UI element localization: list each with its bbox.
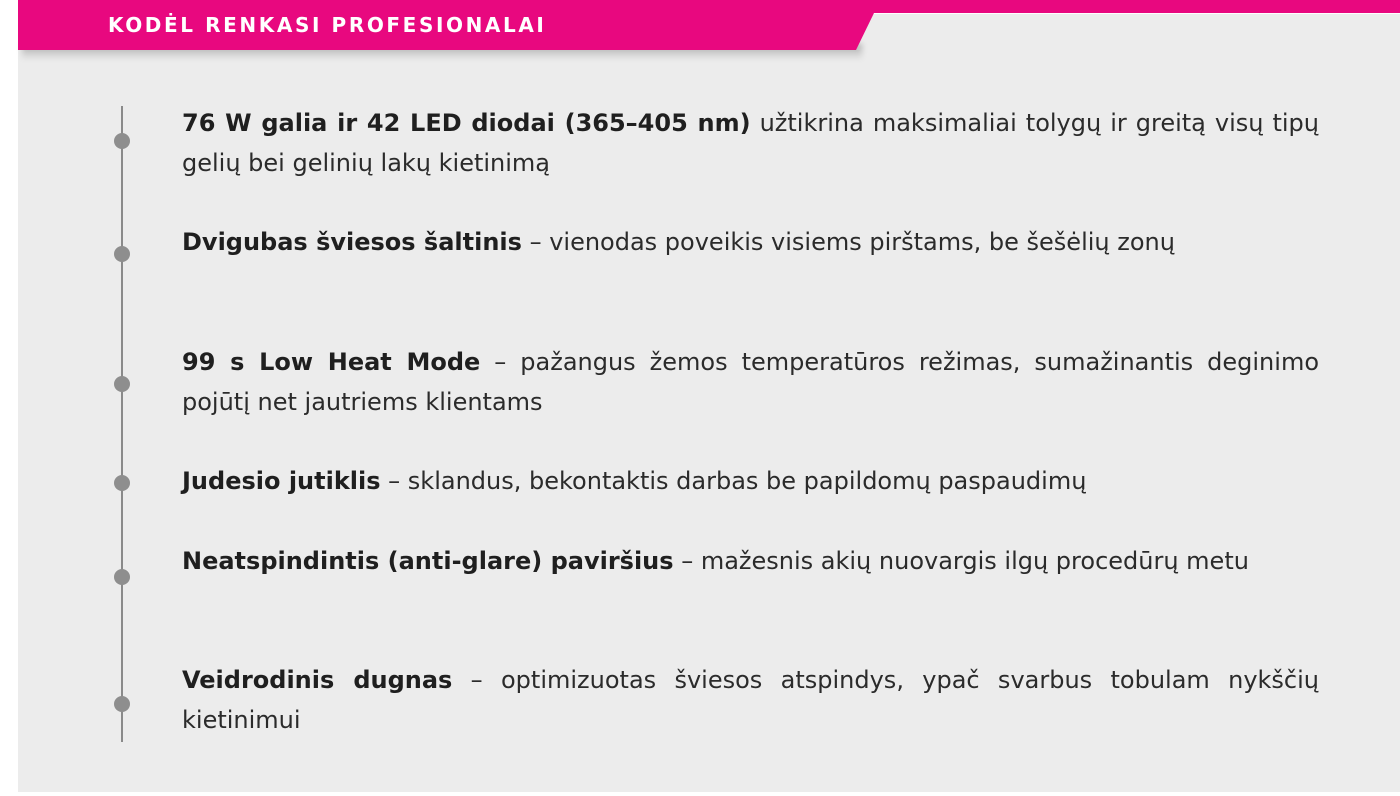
feature-description: – pažangus žemos temperatūros režimas, sumažinantis deginimo pojūtį net jautriems klientams [182,348,1320,416]
timeline-line [121,106,123,742]
timeline-bullet-icon [114,133,130,149]
feature-description: užtikrina maksimaliai tolygų ir greitą visų tipų gelių bei gelinių lakų kietinimą [182,109,1320,177]
feature-item-mirror-bottom [182,660,1319,740]
feature-item-low-heat [182,342,1319,422]
feature-item-light-source [182,222,1319,262]
feature-item-power [182,103,1319,183]
timeline-bullet-icon [114,569,130,585]
feature-title: Neatspindintis (anti-glare) paviršius [182,547,674,575]
feature-item-anti-glare [182,541,1319,581]
feature-title: 76 W galia ir 42 LED diodai (365–405 nm) [182,109,751,137]
feature-description: – optimizuotas šviesos atspindys, ypač svarbus tobulam nykščių kietinimui [182,666,1320,734]
feature-title: Dvigubas šviesos šaltinis [182,228,522,256]
header-accent-stripe [840,0,1400,13]
timeline-bullet-icon [114,696,130,712]
page-title: KODĖL RENKASI PROFESIONALAI [108,13,547,37]
feature-title: 99 s Low Heat Mode [182,348,481,376]
timeline-bullet-icon [114,376,130,392]
feature-description: – mažesnis akių nuovargis ilgų procedūrų metu [673,547,1249,575]
timeline-bullet-icon [114,246,130,262]
feature-description: – vienodas poveikis visiems pirštams, be šešėlių zonų [521,228,1175,256]
feature-description: – sklandus, bekontaktis darbas be papildomų paspaudimų [380,467,1087,495]
feature-item-motion-sensor [182,461,1319,501]
timeline-bullet-icon [114,475,130,491]
feature-title: Judesio jutiklis [182,467,381,495]
feature-title: Veidrodinis dugnas [182,666,453,694]
